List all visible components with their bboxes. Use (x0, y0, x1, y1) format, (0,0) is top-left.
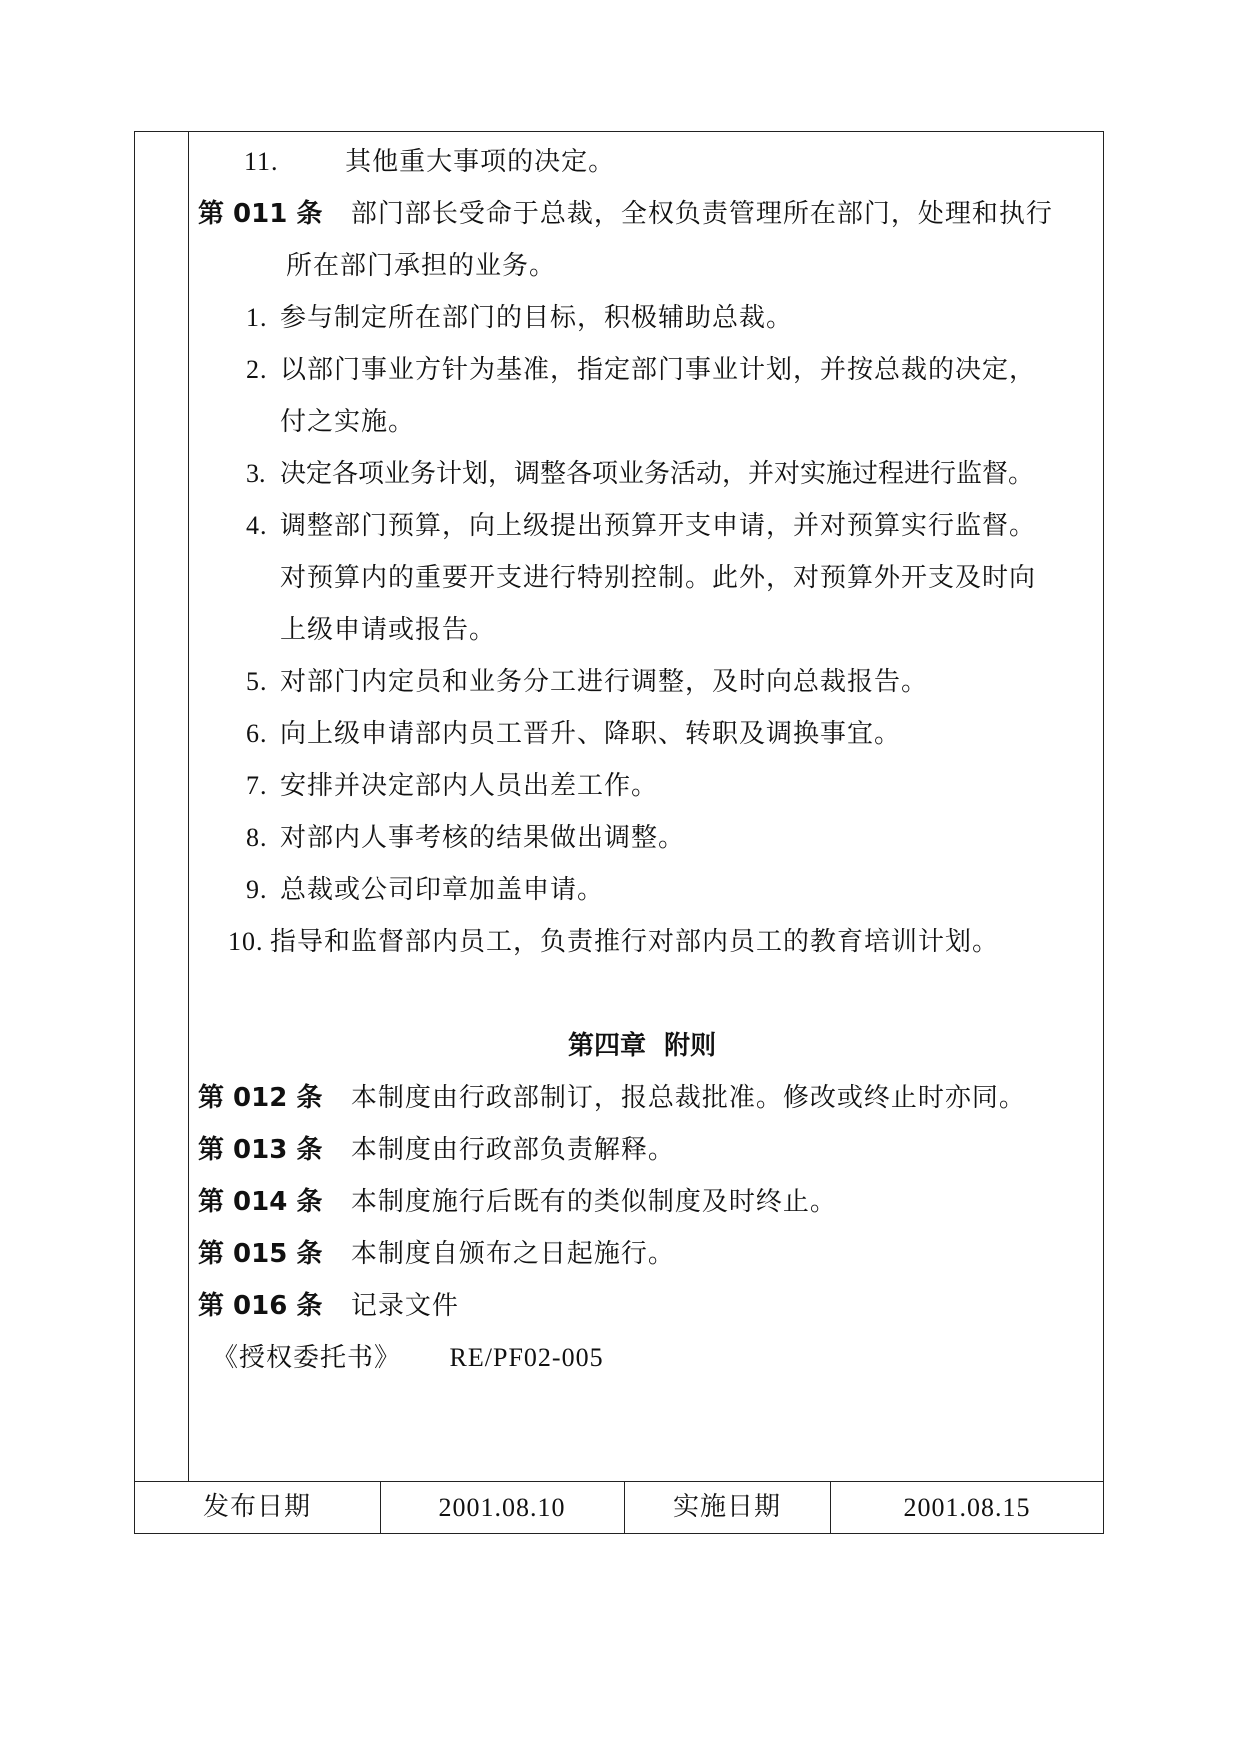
list-item-6 (246, 708, 901, 760)
effective-date-value: 2001.08.15 (903, 1493, 1031, 1522)
list-item-text: 以部门事业方针为基准，指定部门事业计划，并按总裁的决定， (280, 355, 1037, 385)
list-item-9 (246, 864, 604, 916)
article-text: 本制度由行政部负责解释。 (350, 1135, 675, 1165)
article-text: 本制度由行政部制订，报总裁批准。修改或终止时亦同。 (350, 1083, 1026, 1113)
article-text: 记录文件 (350, 1291, 459, 1321)
list-item-4 (246, 500, 1036, 552)
list-item-number: 8. (246, 823, 268, 852)
list-item-text: 指导和监督部内员工，负责推行对部内员工的教育培训计划。 (270, 927, 1000, 957)
left-column-divider (188, 131, 189, 1481)
list-item-text: 安排并决定部内人员出差工作。 (280, 771, 659, 801)
list-item-text: 上级申请或报告。 (280, 615, 497, 645)
list-item-number: 9. (246, 875, 268, 904)
list-item-2-continuation (280, 396, 415, 448)
list-item-10 (228, 916, 999, 968)
list-item-number: 4. (246, 511, 268, 540)
list-item-7 (246, 760, 658, 812)
article-011 (198, 188, 1053, 240)
article-text: 本制度自颁布之日起施行。 (350, 1239, 675, 1269)
list-item-number: 7. (246, 771, 268, 800)
record-document-code: RE/PF02-005 (449, 1343, 604, 1372)
chapter-title: 第四章 附则 (568, 1031, 717, 1061)
article-label: 第 016 条 (198, 1291, 323, 1321)
list-item-11 (244, 136, 615, 188)
article-011-continuation (286, 240, 556, 292)
list-item-number: 2. (246, 355, 268, 384)
list-item-number: 3. (246, 459, 266, 488)
publish-date-label: 发布日期 (202, 1492, 311, 1522)
article-label: 第 012 条 (198, 1083, 323, 1113)
list-item-8 (246, 812, 685, 864)
article-text: 本制度施行后既有的类似制度及时终止。 (350, 1187, 837, 1217)
list-item-4-continuation-2 (280, 604, 496, 656)
article-text-line-2: 所在部门承担的业务。 (286, 251, 557, 281)
list-item-text: 总裁或公司印章加盖申请。 (280, 875, 605, 905)
list-item-text: 付之实施。 (280, 407, 416, 437)
article-015 (198, 1228, 675, 1280)
record-document-title: 《授权委托书》 (212, 1343, 402, 1373)
record-document (212, 1332, 604, 1384)
list-item-text: 调整部门预算，向上级提出预算开支申请，并对预算实行监督。 (280, 511, 1037, 541)
publish-date-value: 2001.08.10 (438, 1493, 566, 1522)
article-label: 第 013 条 (198, 1135, 323, 1165)
list-item-1 (246, 292, 793, 344)
list-item-5 (246, 656, 928, 708)
article-014 (198, 1176, 837, 1228)
article-012 (198, 1072, 1026, 1124)
list-item-number: 10. (228, 927, 264, 956)
list-item-2 (246, 344, 1036, 396)
list-item-number: 1. (246, 303, 268, 332)
list-item-text: 对预算内的重要开支进行特别控制。此外，对预算外开支及时向 (280, 563, 1037, 593)
list-item-text: 对部内人事考核的结果做出调整。 (280, 823, 686, 853)
article-label: 第 011 条 (198, 199, 323, 229)
list-item-number: 11. (244, 147, 279, 176)
list-item-text: 其他重大事项的决定。 (345, 147, 616, 177)
effective-date-label: 实施日期 (672, 1492, 781, 1522)
list-item-3 (246, 448, 1034, 500)
article-013 (198, 1124, 675, 1176)
list-item-number: 6. (246, 719, 268, 748)
article-label: 第 015 条 (198, 1239, 323, 1269)
list-item-number: 5. (246, 667, 268, 696)
list-item-text: 对部门内定员和业务分工进行调整，及时向总裁报告。 (280, 667, 929, 697)
list-item-text: 参与制定所在部门的目标，积极辅助总裁。 (280, 303, 794, 333)
article-016 (198, 1280, 459, 1332)
list-item-4-continuation-1 (280, 552, 1036, 604)
article-text-line-1: 部门部长受命于总裁，全权负责管理所在部门，处理和执行 (350, 199, 1053, 229)
article-label: 第 014 条 (198, 1187, 323, 1217)
list-item-text: 向上级申请部内员工晋升、降职、转职及调换事宜。 (280, 719, 902, 749)
list-item-text: 决定各项业务计划，调整各项业务活动，并对实施过程进行监督。 (280, 459, 1035, 489)
